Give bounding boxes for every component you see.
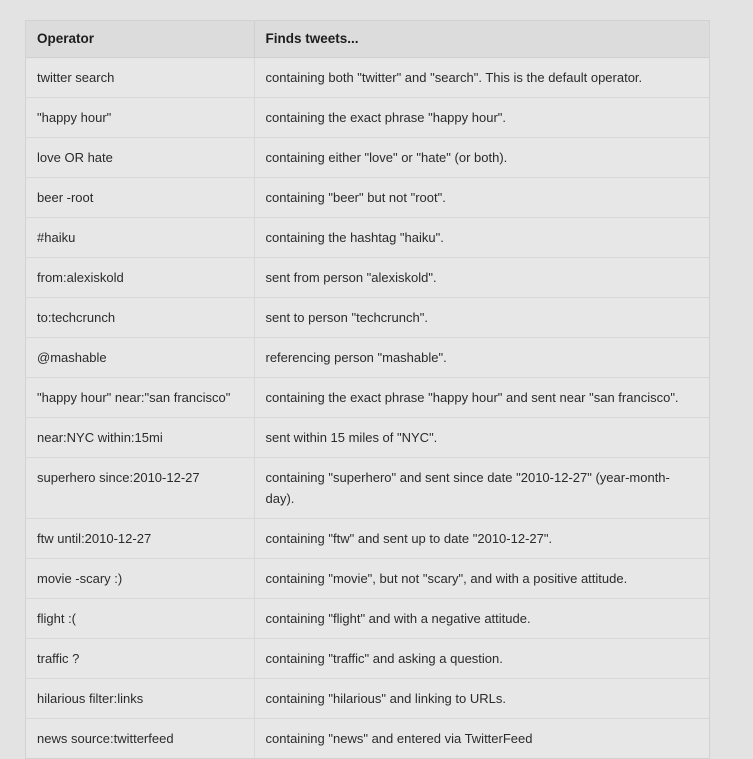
table-header-row [26, 21, 709, 58]
cell-description: containing "hilarious" and linking to URLs. [254, 679, 709, 719]
cell-description: sent within 15 miles of "NYC". [254, 418, 709, 458]
cell-operator: news source:twitterfeed [37, 731, 174, 746]
cell-operator: to:techcrunch [26, 298, 254, 338]
cell-operator: #haiku [26, 218, 254, 258]
cell-description: referencing person "mashable". [254, 338, 709, 378]
table-row [26, 418, 709, 458]
column-header-operator: Operator [26, 21, 254, 58]
cell-operator: "happy hour" near:"san francisco" [26, 378, 254, 418]
table-row [26, 218, 709, 258]
cell-description: containing "news" and entered via TwitterFeed [254, 719, 709, 759]
cell-operator: near:NYC within:15mi [26, 418, 254, 458]
table-row [26, 679, 709, 719]
table-row [26, 378, 709, 418]
table-row [26, 519, 709, 559]
table-row [26, 98, 709, 138]
cell-operator: superhero since:2010-12-27 [26, 458, 254, 519]
cell-operator: "happy hour" [26, 98, 254, 138]
table-row [26, 458, 709, 519]
cell-description: containing "traffic" and asking a question. [254, 639, 709, 679]
cell-operator: hilarious filter:links [26, 679, 254, 719]
clipped-text-above-table [25, 0, 685, 3]
cell-operator: @mashable [26, 338, 254, 378]
cell-description: containing "beer" but not "root". [254, 178, 709, 218]
table-row [26, 178, 709, 218]
cell-operator: love OR hate [26, 138, 254, 178]
cell-operator: beer -root [26, 178, 254, 218]
cell-description: containing both "twitter" and "search". This is the default operator. [254, 58, 709, 98]
cell-operator: movie -scary :) [26, 559, 254, 599]
cell-description: sent from person "alexiskold". [254, 258, 709, 298]
cell-description: containing "ftw" and sent up to date "2010-12-27". [254, 519, 709, 559]
cell-description: containing either "love" or "hate" (or both). [254, 138, 709, 178]
column-header-description: Finds tweets... [254, 21, 709, 58]
cell-description: containing the exact phrase "happy hour" and sent near "san francisco". [254, 378, 709, 418]
cell-description: containing "movie", but not "scary", and with a positive attitude. [254, 559, 709, 599]
cell-operator: ftw until:2010-12-27 [26, 519, 254, 559]
cell-operator: from:alexiskold [26, 258, 254, 298]
table-row [26, 58, 709, 98]
table-row [26, 599, 709, 639]
table-row [26, 559, 709, 599]
cell-description: containing the exact phrase "happy hour". [254, 98, 709, 138]
table-body [26, 58, 709, 759]
table-row [26, 338, 709, 378]
table-row [26, 298, 709, 338]
table-row [26, 138, 709, 178]
cell-description: containing the hashtag "haiku". [254, 218, 709, 258]
search-operators-table [26, 21, 709, 758]
cell-operator: traffic ? [26, 639, 254, 679]
operators-table-container [25, 20, 710, 759]
table-row [26, 258, 709, 298]
cell-description: containing "flight" and with a negative attitude. [254, 599, 709, 639]
cell-description: sent to person "techcrunch". [254, 298, 709, 338]
cell-operator: twitter search [26, 58, 254, 98]
cell-description: containing "superhero" and sent since date "2010-12-27" (year-month-day). [254, 458, 709, 519]
table-row [26, 719, 709, 759]
cell-operator: flight :( [26, 599, 254, 639]
table-header [26, 21, 709, 58]
table-row [26, 639, 709, 679]
